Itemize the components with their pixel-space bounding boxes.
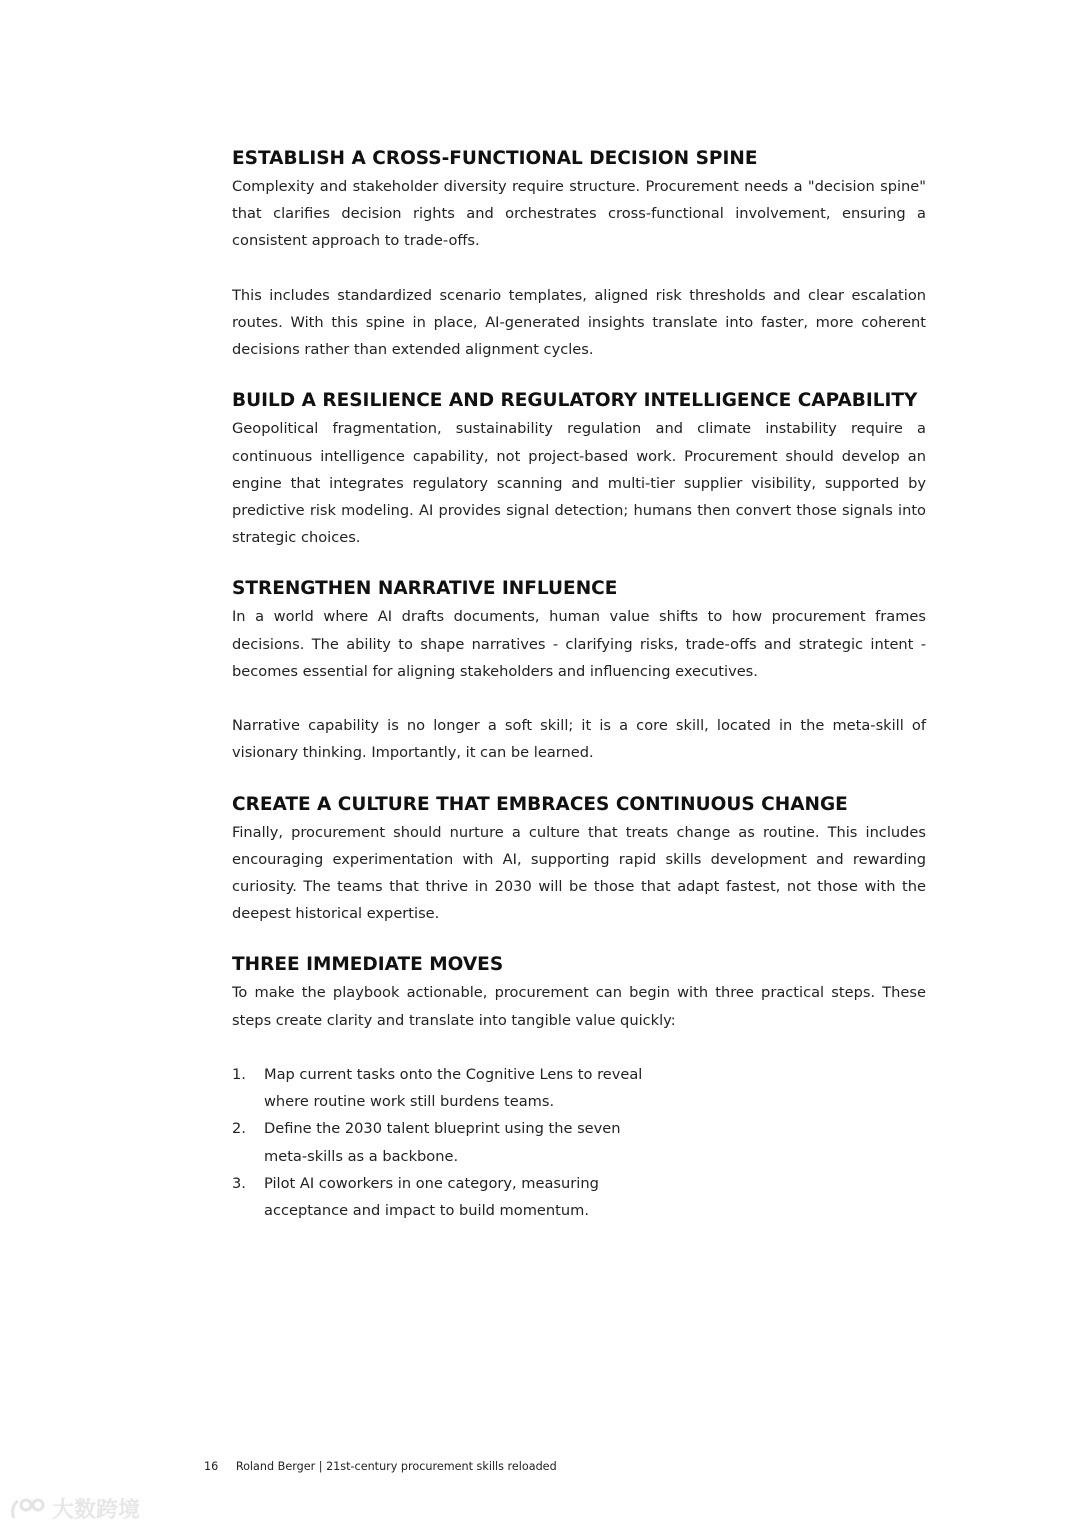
- list-item: [232, 1115, 662, 1169]
- list-item-number: 3.: [232, 1174, 246, 1192]
- section-decision-spine: [232, 146, 926, 363]
- list-item: [232, 1061, 662, 1115]
- section-paragraph: Narrative capability is no longer a soft skill; it is a core skill, located in the meta-skill of visionary thinking. Importantly, it can be learned.: [232, 717, 926, 762]
- list-item-text: Pilot AI coworkers in one category, measuring acceptance and impact to build momentum.: [264, 1174, 599, 1220]
- section-immediate-moves: [232, 952, 926, 1224]
- footer-text: Roland Berger | 21st-century procurement skills reloaded: [235, 1460, 557, 1473]
- section-paragraph: Finally, procurement should nurture a culture that treats change as routine. This includes encouraging experimentation with AI, supporting rapid skills development and rewarding curiosity. The teams that thrive in 2030 will be those that adapt fastest, not those with the deepest historical expertise.: [232, 823, 926, 923]
- list-item-text: Define the 2030 talent blueprint using the seven meta-skills as a backbone.: [264, 1120, 621, 1165]
- section-heading: THREE IMMEDIATE MOVES: [232, 954, 504, 976]
- page-number: 16: [204, 1460, 219, 1473]
- section-paragraph: In a world where AI drafts documents, human value shifts to how procurement frames decisions. The ability to shape narratives - clarifying risks, trade-offs and strategic intent - becomes essential for aligning stakeholders and influencing executives.: [232, 608, 926, 680]
- moves-list: [232, 1061, 662, 1224]
- list-item: [232, 1170, 662, 1224]
- document-body: [232, 146, 926, 1224]
- section-resilience-intelligence: [232, 388, 926, 551]
- watermark-logo-icon: [10, 1496, 48, 1522]
- section-culture-change: [232, 792, 926, 928]
- list-item-text: Map current tasks onto the Cognitive Lens to reveal where routine work still burdens teams.: [264, 1066, 643, 1111]
- list-item-number: 2.: [232, 1120, 246, 1138]
- section-paragraph: This includes standardized scenario templates, aligned risk thresholds and clear escalation routes. With this spine in place, AI-generated insights translate into faster, more coherent decisions rather than extended alignment cycles.: [232, 286, 926, 359]
- section-narrative-influence: [232, 576, 926, 766]
- page-footer: [204, 1460, 557, 1473]
- section-paragraph: Geopolitical fragmentation, sustainability regulation and climate instability require a continuous intelligence capability, not project-based work. Procurement should develop an engine that integrates regulatory scanning and multi-tier supplier visibility, supported by predictive risk modeling. AI provides signal detection; humans then convert those signals into strategic choices.: [232, 420, 926, 547]
- section-heading: CREATE A CULTURE THAT EMBRACES CONTINUOUS CHANGE: [232, 793, 848, 815]
- watermark-text: 大数跨境: [52, 1498, 141, 1523]
- list-item-number: 1.: [232, 1066, 246, 1084]
- section-heading: BUILD A RESILIENCE AND REGULATORY INTELLIGENCE CAPABILITY: [232, 390, 918, 412]
- section-paragraph: Complexity and stakeholder diversity require structure. Procurement needs a "decision spine" that clarifies decision rights and orchestrates cross-functional involvement, ensuring a consistent approach to trade-offs.: [232, 178, 926, 250]
- section-paragraph: To make the playbook actionable, procurement can begin with three practical steps. These steps create clarity and translate into tangible value quickly:: [232, 984, 926, 1029]
- watermark: [10, 1493, 140, 1524]
- section-heading: ESTABLISH A CROSS-FUNCTIONAL DECISION SPINE: [232, 148, 758, 169]
- section-heading: STRENGTHEN NARRATIVE INFLUENCE: [232, 578, 618, 600]
